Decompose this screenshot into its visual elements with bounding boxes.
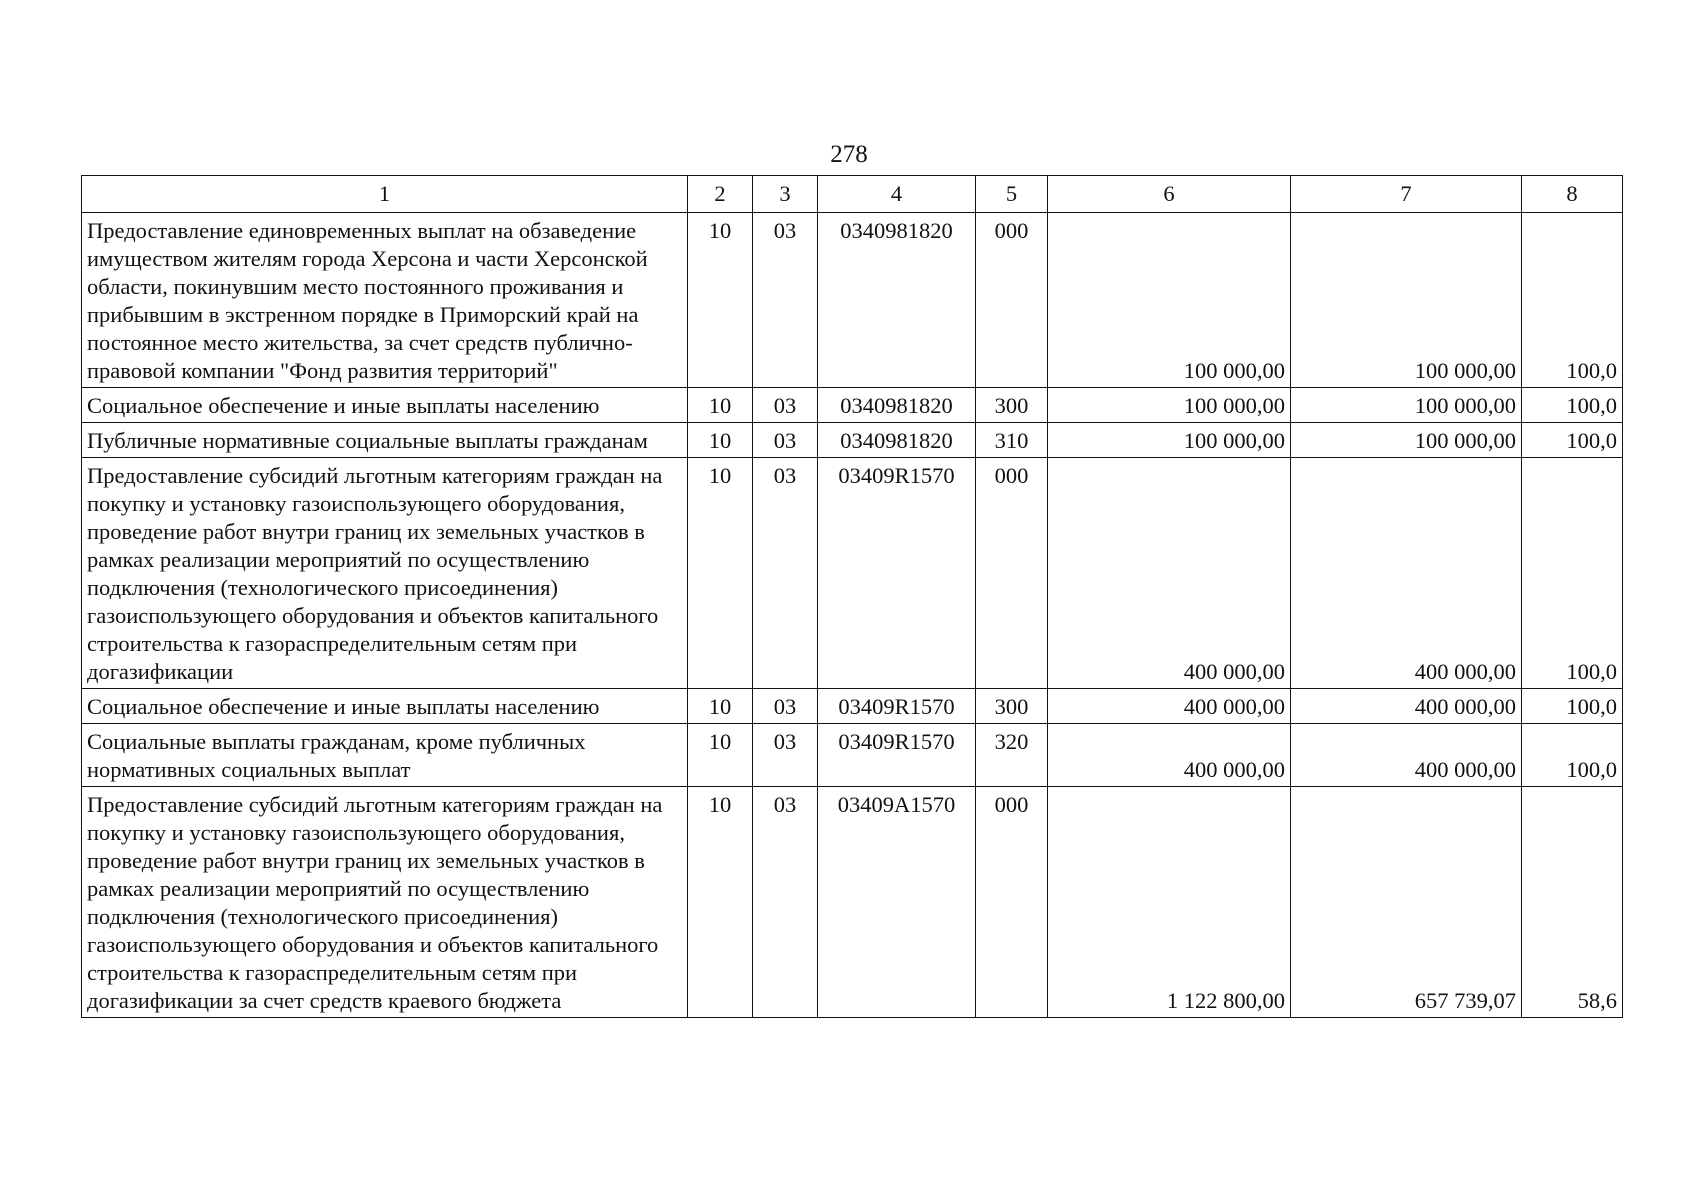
- row-executed: 100 000,00: [1291, 423, 1522, 458]
- row-plan: 1 122 800,00: [1048, 787, 1291, 1018]
- row-percent: 100,0: [1522, 423, 1623, 458]
- table-row: [82, 689, 1623, 724]
- row-target-article: 03409R1570: [818, 689, 976, 724]
- row-name: Предоставление единовременных выплат на обзаведение имуществом жителям города Херсона и части Херсонской области, покинувшим место постоянного проживания и прибывшим в экстренном порядке в Приморский край на постоянное место жительства, за счет средств публично-правовой компании "Фонд развития территорий": [82, 213, 688, 388]
- row-executed: 400 000,00: [1291, 689, 1522, 724]
- header-cell-5: 5: [976, 176, 1048, 213]
- row-expense-type: 000: [976, 787, 1048, 1018]
- row-subsection: 03: [753, 388, 818, 423]
- table-row: [82, 787, 1623, 1018]
- row-plan: 400 000,00: [1048, 724, 1291, 787]
- row-subsection: 03: [753, 787, 818, 1018]
- row-name: Социальное обеспечение и иные выплаты населению: [82, 689, 688, 724]
- row-expense-type: 300: [976, 388, 1048, 423]
- row-subsection: 03: [753, 458, 818, 689]
- row-name: Социальное обеспечение и иные выплаты населению: [82, 388, 688, 423]
- row-subsection: 03: [753, 689, 818, 724]
- row-target-article: 0340981820: [818, 388, 976, 423]
- row-expense-type: 310: [976, 423, 1048, 458]
- table-row: [82, 724, 1623, 787]
- header-cell-3: 3: [753, 176, 818, 213]
- table-row: [82, 388, 1623, 423]
- row-percent: 100,0: [1522, 213, 1623, 388]
- row-percent: 100,0: [1522, 689, 1623, 724]
- row-plan: 100 000,00: [1048, 388, 1291, 423]
- page-number: 278: [830, 141, 868, 168]
- row-target-article: 0340981820: [818, 423, 976, 458]
- row-name: Публичные нормативные социальные выплаты гражданам: [82, 423, 688, 458]
- row-executed: 100 000,00: [1291, 388, 1522, 423]
- row-expense-type: 320: [976, 724, 1048, 787]
- row-percent: 58,6: [1522, 787, 1623, 1018]
- row-name: Предоставление субсидий льготным категориям граждан на покупку и установку газоиспользующего оборудования, проведение работ внутри границ их земельных участков в рамках реализации мероприятий по осуществлению подключения (технологического присоединения) газоиспользующего оборудования и объектов капитального строительства к газораспределительным сетям при догазификации: [82, 458, 688, 689]
- row-percent: 100,0: [1522, 458, 1623, 689]
- row-subsection: 03: [753, 724, 818, 787]
- header-row: [82, 176, 1623, 213]
- row-percent: 100,0: [1522, 724, 1623, 787]
- header-cell-4: 4: [818, 176, 976, 213]
- row-section: 10: [688, 787, 753, 1018]
- row-percent: 100,0: [1522, 388, 1623, 423]
- row-plan: 100 000,00: [1048, 213, 1291, 388]
- row-executed: 657 739,07: [1291, 787, 1522, 1018]
- row-expense-type: 000: [976, 213, 1048, 388]
- header-cell-7: 7: [1291, 176, 1522, 213]
- row-executed: 400 000,00: [1291, 458, 1522, 689]
- header-cell-1: 1: [82, 176, 688, 213]
- table-row: [82, 458, 1623, 689]
- header-cell-2: 2: [688, 176, 753, 213]
- row-target-article: 0340981820: [818, 213, 976, 388]
- row-section: 10: [688, 458, 753, 689]
- row-plan: 400 000,00: [1048, 689, 1291, 724]
- row-subsection: 03: [753, 423, 818, 458]
- row-executed: 100 000,00: [1291, 213, 1522, 388]
- row-subsection: 03: [753, 213, 818, 388]
- row-section: 10: [688, 724, 753, 787]
- row-name: Социальные выплаты гражданам, кроме публичных нормативных социальных выплат: [82, 724, 688, 787]
- row-target-article: 03409R1570: [818, 724, 976, 787]
- row-plan: 400 000,00: [1048, 458, 1291, 689]
- row-section: 10: [688, 423, 753, 458]
- row-target-article: 03409R1570: [818, 458, 976, 689]
- row-name: Предоставление субсидий льготным категориям граждан на покупку и установку газоиспользующего оборудования, проведение работ внутри границ их земельных участков в рамках реализации мероприятий по осуществлению подключения (технологического присоединения) газоиспользующего оборудования и объектов капитального строительства к газораспределительным сетям при догазификации за счет средств краевого бюджета: [82, 787, 688, 1018]
- row-section: 10: [688, 388, 753, 423]
- header-cell-6: 6: [1048, 176, 1291, 213]
- row-expense-type: 300: [976, 689, 1048, 724]
- table-row: [82, 423, 1623, 458]
- header-cell-8: 8: [1522, 176, 1623, 213]
- row-plan: 100 000,00: [1048, 423, 1291, 458]
- row-executed: 400 000,00: [1291, 724, 1522, 787]
- budget-table: [81, 175, 1623, 1018]
- row-section: 10: [688, 689, 753, 724]
- table-row: [82, 213, 1623, 388]
- row-expense-type: 000: [976, 458, 1048, 689]
- row-target-article: 03409A1570: [818, 787, 976, 1018]
- row-section: 10: [688, 213, 753, 388]
